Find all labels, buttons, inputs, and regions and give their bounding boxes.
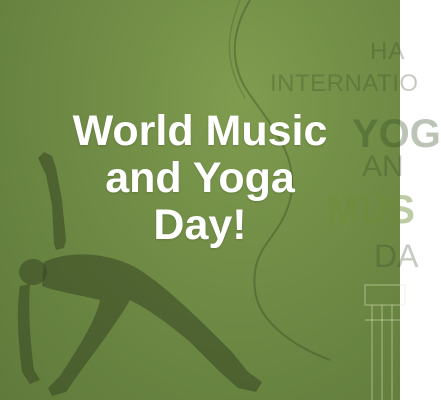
headline [0, 108, 400, 249]
bg-text-happy: HA [370, 38, 406, 65]
headline-line-3: Day! [153, 201, 247, 249]
bg-text-day: DA [374, 238, 419, 274]
harmonium-icon [365, 285, 405, 400]
bg-text-and: AN [362, 150, 404, 183]
bg-text-international: INTERNATIO [270, 70, 419, 97]
bg-text-yoga: YOG [352, 112, 441, 156]
bg-text-music: MUS [326, 188, 415, 232]
headline-line-1: World Music [72, 107, 328, 155]
headline-line-2: and Yoga [105, 154, 295, 202]
